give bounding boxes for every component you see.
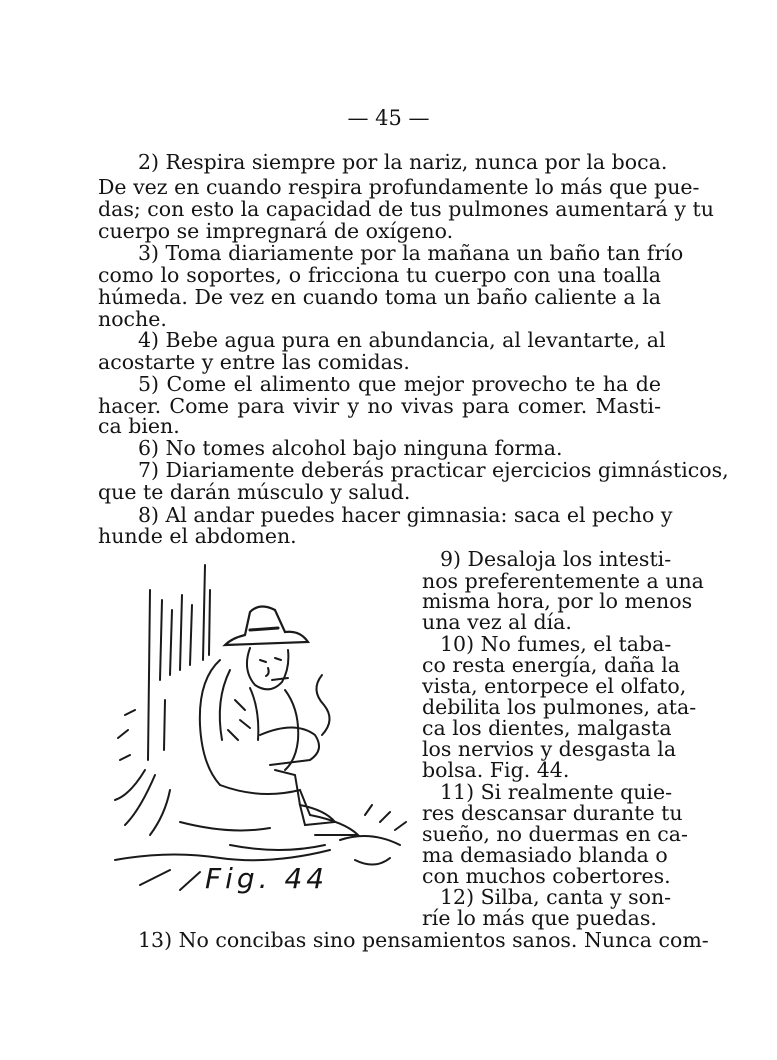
smoking-scout-illustration [110,560,415,900]
text-line: co resta energía, daña la [422,653,681,677]
text-line: De vez en cuando respira profundamente lo más que pue- [98,175,700,199]
text-line: 5) Come el alimento que mejor provecho te ha de [138,372,661,396]
text-line: sueño, no duermas en ca- [422,822,688,846]
text-line: 2) Respira siempre por la nariz, nunca por la boca. [138,150,668,174]
text-line: los nervios y desgasta la [422,737,677,761]
text-line: debilita los pulmones, ata- [422,695,697,719]
figure-caption: Fig. 44 [205,862,329,895]
text-line: 9) Desaloja los intesti- [440,547,672,571]
text-line: 3) Toma diariamente por la mañana un baño tan frío [138,241,684,265]
text-line: misma hora, por lo menos [422,589,693,613]
text-line: con muchos cobertores. [422,864,671,888]
text-line: das; con esto la capacidad de tus pulmones aumentará y tu [98,197,714,221]
text-line: una vez al día. [422,610,572,634]
text-line: 11) Si realmente quie- [440,780,673,804]
text-line: 10) No fumes, el taba- [440,632,672,656]
text-line: res descansar durante tu [422,801,683,825]
text-line: hacer. Come para vivir y no vivas para comer. Masti- [98,394,661,418]
page-number: — 45 — [347,106,430,130]
text-line: ma demasiado blanda o [422,843,668,867]
text-line: 8) Al andar puedes hacer gimnasia: saca el pecho y [138,503,673,527]
text-line: 6) No tomes alcohol bajo ninguna forma. [138,436,563,460]
text-line: nos preferentemente a una [422,569,704,593]
text-line: que te darán músculo y salud. [98,480,411,504]
text-line: vista, entorpece el olfato, [422,674,687,698]
text-line: como lo soportes, o fricciona tu cuerpo con una toalla [98,263,661,287]
text-line: hunde el abdomen. [98,524,297,548]
text-line: ríe lo más que puedas. [422,906,657,930]
text-line: bolsa. Fig. 44. [422,758,570,782]
text-line: noche. [98,307,167,331]
text-line: húmeda. De vez en cuando toma un baño caliente a la [98,285,661,309]
text-line: 4) Bebe agua pura en abundancia, al levantarte, al [138,328,666,352]
text-line: ca bien. [98,414,180,438]
text-line: cuerpo se impregnará de oxígeno. [98,219,454,243]
text-line: 7) Diariamente deberás practicar ejercicios gimnásticos, [138,458,729,482]
text-line: 12) Silba, canta y son- [440,885,672,909]
text-line: 13) No concibas sino pensamientos sanos. Nunca com- [138,928,709,952]
text-line: acostarte y entre las comidas. [98,350,410,374]
text-line: ca los dientes, malgasta [422,716,672,740]
